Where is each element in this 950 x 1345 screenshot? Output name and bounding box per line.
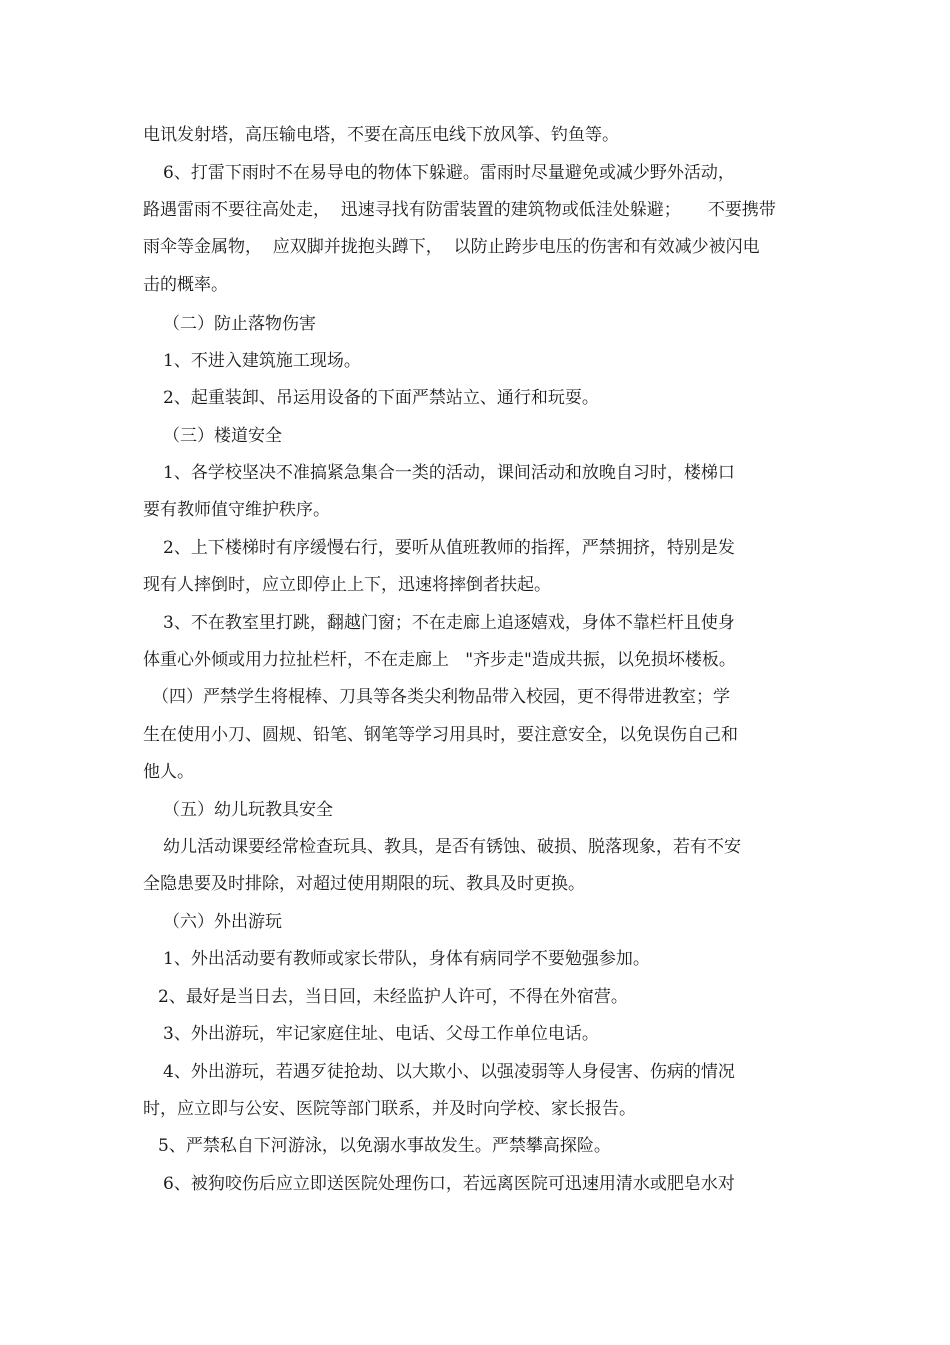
- text-line: 2、起重装卸、吊运用设备的下面严禁站立、通行和玩耍。: [163, 388, 599, 408]
- text-line: 1、各学校坚决不准搞紧急集合一类的活动，课间活动和放晚自习时，楼梯口: [163, 463, 735, 483]
- text-line: 路遇雷雨不要往高处走， 迅速寻找有防雷装置的建筑物或低洼处躲避； 不要携带: [143, 200, 776, 220]
- section-heading: （四）严禁学生将棍棒、刀具等各类尖利物品带入校园，更不得带进教室；学: [152, 687, 730, 707]
- text-line: 5、严禁私自下河游泳，以免溺水事故发生。严禁攀高探险。: [158, 1136, 611, 1156]
- section-heading: （六）外出游玩: [163, 912, 282, 932]
- text-line: 时，应立即与公安、医院等部门联系，并及时向学校、家长报告。: [143, 1099, 636, 1119]
- text-line: 生在使用小刀、圆规、铅笔、钢笔等学习用具时，要注意安全，以免误伤自己和: [143, 725, 738, 745]
- text-line: 全隐患要及时排除，对超过使用期限的玩、教具及时更换。: [143, 874, 585, 894]
- text-line: 雨伞等金属物， 应双脚并拢抱头蹲下， 以防止跨步电压的伤害和有效减少被闪电: [143, 237, 760, 257]
- section-heading: （二）防止落物伤害: [163, 314, 316, 334]
- text-line: 3、外出游玩，牢记家庭住址、电话、父母工作单位电话。: [163, 1024, 599, 1044]
- text-line: 1、不进入建筑施工现场。: [163, 351, 361, 371]
- text-line: 3、不在教室里打跳，翻越门窗；不在走廊上追逐嬉戏，身体不靠栏杆且使身: [163, 613, 735, 633]
- section-heading: （三）楼道安全: [163, 426, 282, 446]
- text-line: 6、被狗咬伤后应立即送医院处理伤口，若远离医院可迅速用清水或肥皂水对: [163, 1174, 735, 1194]
- text-line: 2、最好是当日去，当日回，未经监护人许可，不得在外宿营。: [158, 987, 628, 1007]
- text-line: 现有人摔倒时，应立即停止上下，迅速将摔倒者扶起。: [143, 575, 551, 595]
- text-line: 幼儿活动课要经常检查玩具、教具，是否有锈蚀、破损、脱落现象，若有不安: [163, 837, 741, 857]
- text-line: 击的概率。: [143, 275, 228, 295]
- text-line: 4、外出游玩，若遇歹徒抢劫、以大欺小、以强凌弱等人身侵害、伤病的情况: [163, 1062, 735, 1082]
- text-line: 1、外出活动要有教师或家长带队，身体有病同学不要勉强参加。: [163, 949, 650, 969]
- text-line: 电讯发射塔，高压输电塔，不要在高压电线下放风筝、钓鱼等。: [143, 125, 619, 145]
- text-line: 他人。: [143, 762, 194, 782]
- text-line: 体重心外倾或用力拉扯栏杆，不在走廊上 "齐步走"造成共振，以免损坏楼板。: [143, 650, 736, 670]
- text-line: 6、打雷下雨时不在易导电的物体下躲避。雷雨时尽量避免或减少野外活动，: [163, 163, 735, 183]
- text-line: 2、上下楼梯时有序缓慢右行，要听从值班教师的指挥，严禁拥挤，特别是发: [163, 538, 735, 558]
- section-heading: （五）幼儿玩教具安全: [163, 800, 333, 820]
- text-line: 要有教师值守维护秩序。: [143, 500, 330, 520]
